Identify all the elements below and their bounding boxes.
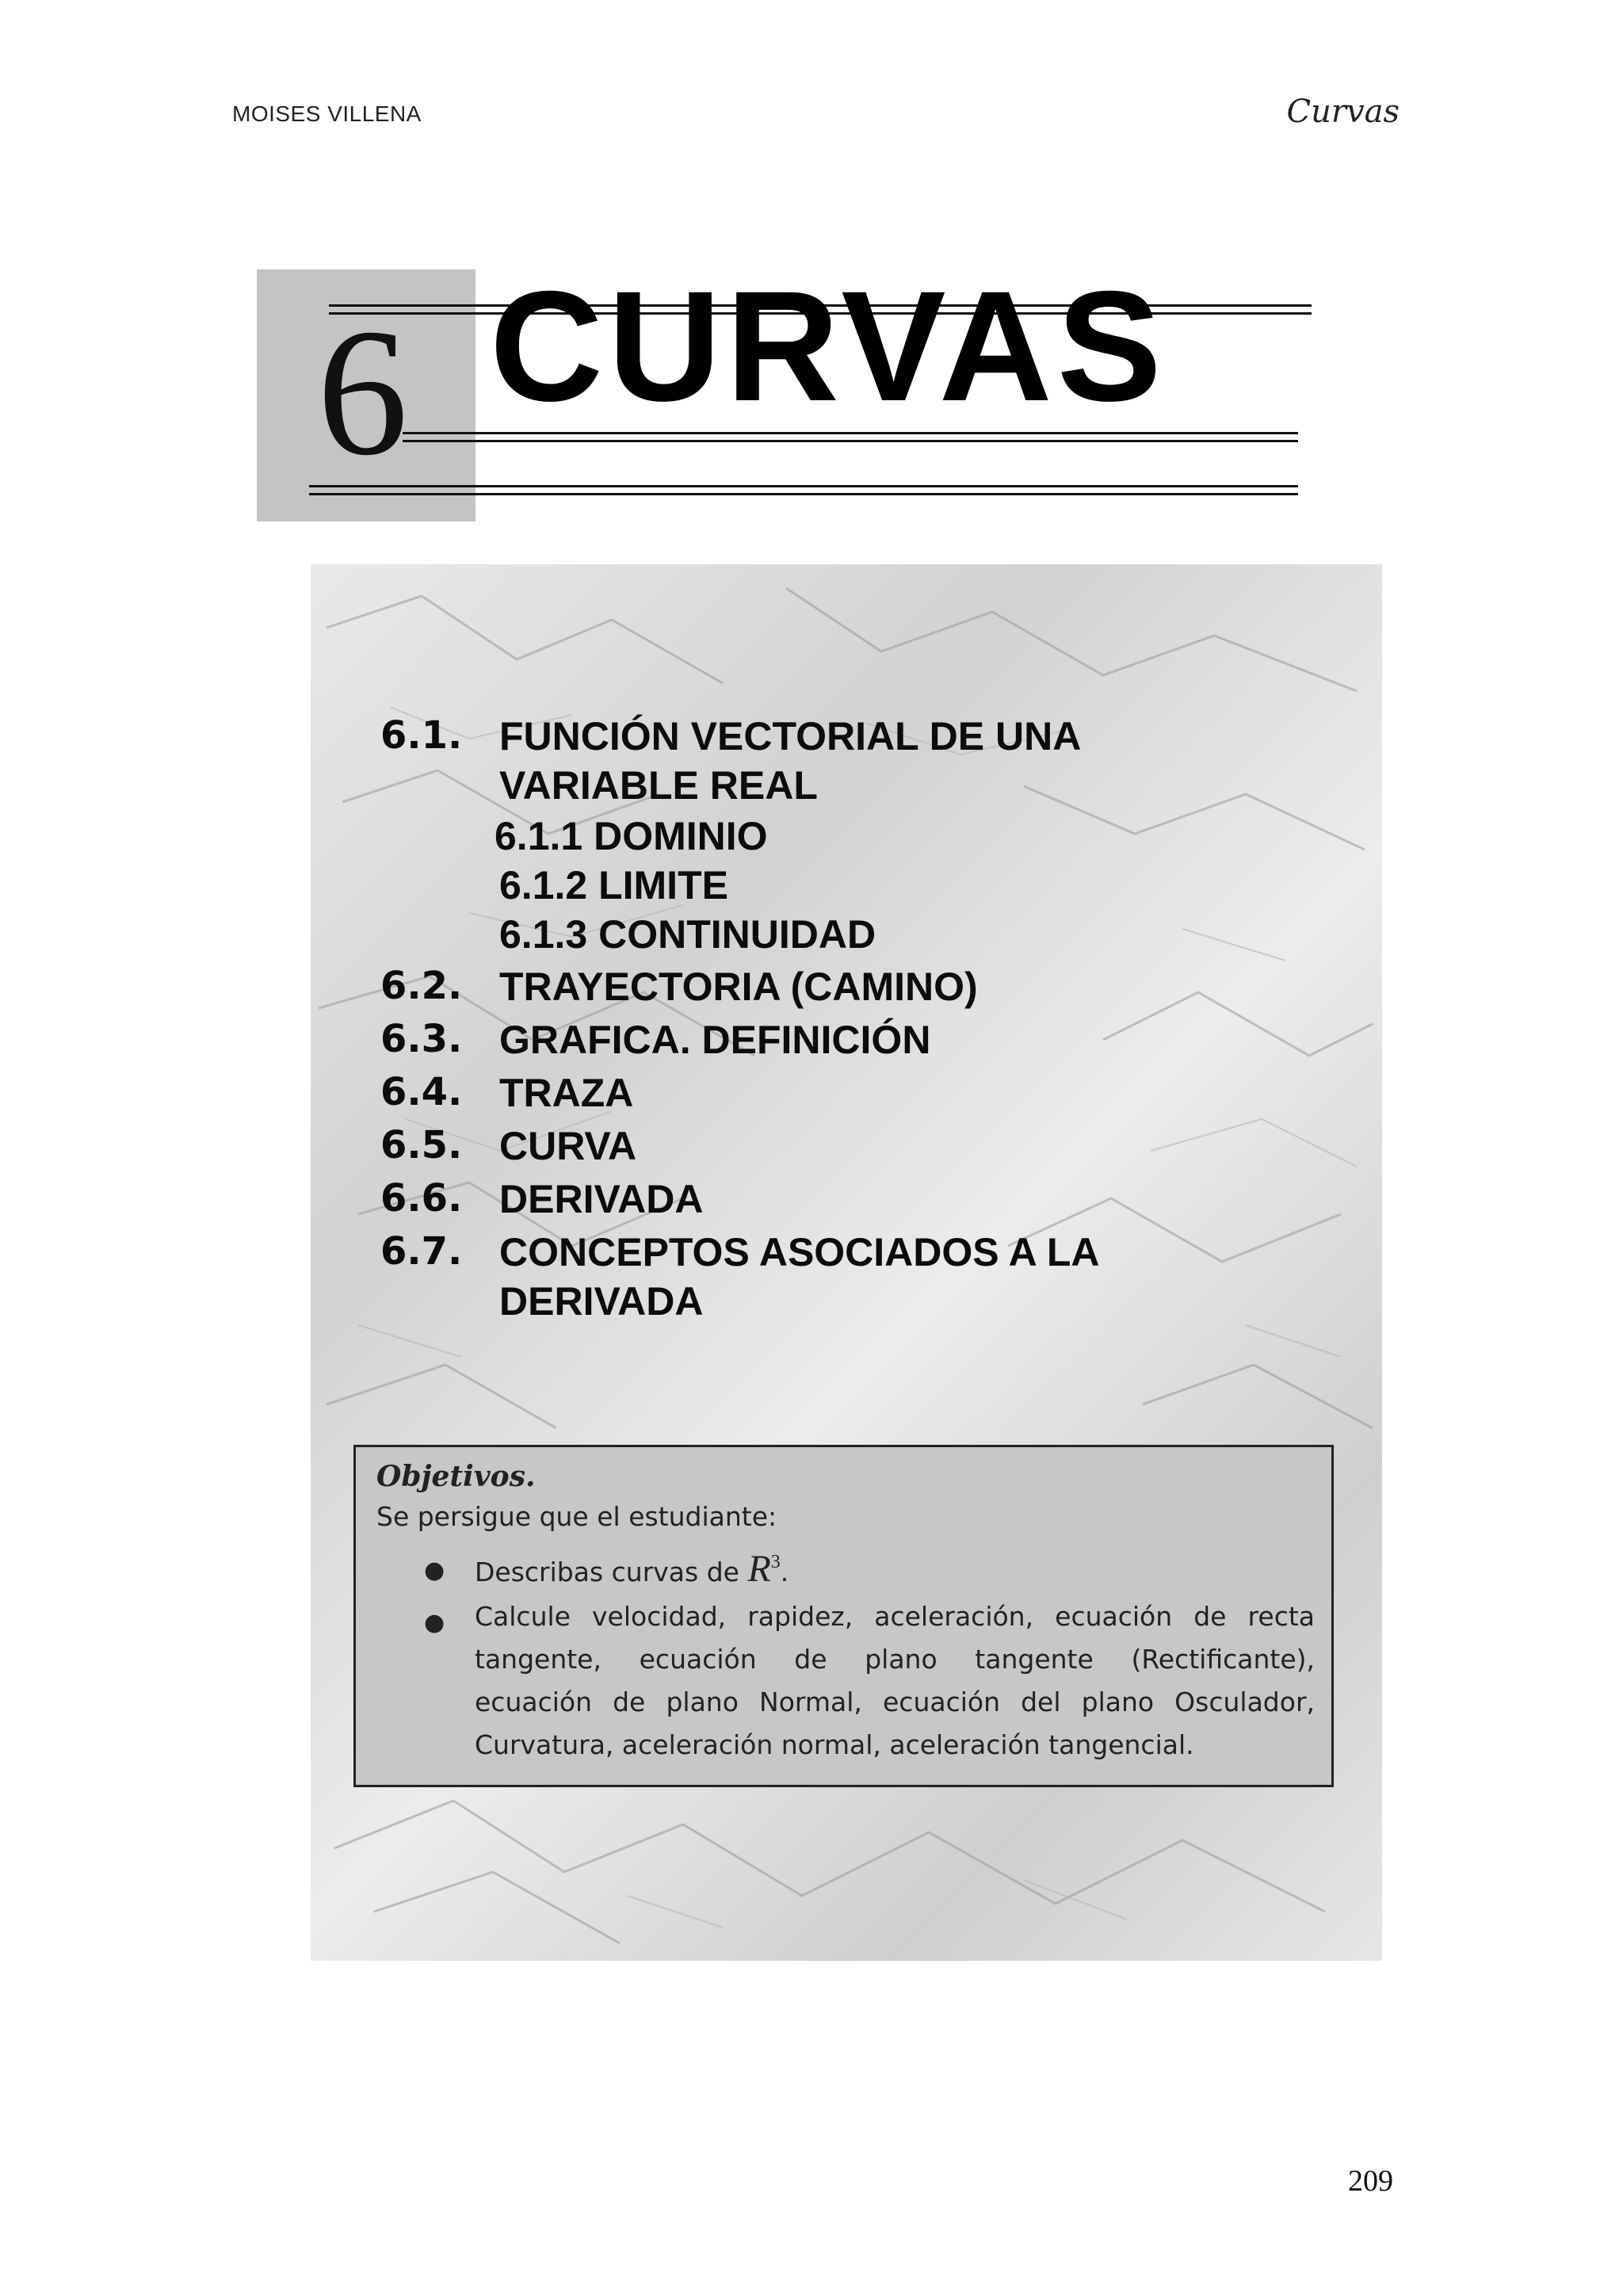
chapter-number: 6 <box>317 291 408 493</box>
toc-title: TRAZA <box>499 1071 634 1115</box>
toc-item-continuation <box>311 1278 1382 1326</box>
objective-item-line: tangente, ecuación de plano tangente (Rectificante), <box>475 1644 1315 1675</box>
toc-item <box>311 1070 1382 1117</box>
toc-number: 6.5. <box>380 1123 463 1167</box>
toc-subitem <box>311 813 1382 861</box>
objective-text: Describas curvas de <box>475 1557 739 1587</box>
toc-subitem <box>311 862 1382 910</box>
objectives-intro: Se persigue que el estudiante: <box>376 1501 777 1532</box>
objective-item: Describas curvas de $R^3$. <box>475 1548 789 1590</box>
toc-item <box>311 1176 1382 1224</box>
running-header-section: Curvas <box>1286 94 1400 130</box>
toc-item-continuation <box>311 762 1382 810</box>
toc-title: FUNCIÓN VECTORIAL DE UNA <box>499 714 1082 758</box>
toc-item <box>311 964 1382 1011</box>
toc-title: VARIABLE REAL <box>499 763 818 808</box>
toc-item <box>311 713 1382 761</box>
objective-item-line: ecuación de plano Normal, ecuación del plano Osculador, <box>475 1687 1315 1717</box>
marble-panel <box>311 564 1382 1961</box>
title-rule-bottom-1 <box>309 485 1298 487</box>
bullet-icon: ● <box>424 1609 445 1637</box>
title-rule-mid-2 <box>403 440 1298 442</box>
title-rule-bottom-2 <box>309 493 1298 495</box>
toc-subitem <box>311 911 1382 959</box>
toc-number: 6.4. <box>380 1070 463 1114</box>
toc-number: 6.1. <box>380 713 463 758</box>
toc-item <box>311 1229 1382 1277</box>
toc-number: 6.2. <box>380 964 463 1008</box>
running-header-author: MOISES VILLENA <box>232 101 422 126</box>
toc-title: GRAFICA. DEFINICIÓN <box>499 1018 931 1062</box>
toc-number: 6.7. <box>380 1229 463 1274</box>
r3-symbol: $R^3$ <box>747 1548 781 1590</box>
objectives-title: Objetivos. <box>376 1460 536 1493</box>
chapter-title: CURVAS <box>490 258 1167 434</box>
objectives-box <box>353 1445 1334 1787</box>
toc-item <box>311 1123 1382 1171</box>
toc-title: CURVA <box>499 1124 637 1168</box>
toc-title: TRAYECTORIA (CAMINO) <box>499 965 978 1009</box>
objective-item-line: Curvatura, aceleración normal, aceleración tangencial. <box>475 1729 1194 1760</box>
toc-title: DERIVADA <box>499 1177 704 1221</box>
page-number: 209 <box>1348 2164 1393 2198</box>
toc-title: DERIVADA <box>499 1279 704 1324</box>
toc-subtitle: 6.1.1 DOMINIO <box>495 814 768 858</box>
toc-title: CONCEPTOS ASOCIADOS A LA <box>499 1230 1100 1274</box>
toc-subtitle: 6.1.2 LIMITE <box>499 863 728 907</box>
toc-item <box>311 1017 1382 1064</box>
toc-number: 6.3. <box>380 1017 463 1061</box>
bullet-icon: ● <box>424 1557 445 1584</box>
objective-item-line: Calcule velocidad, rapidez, aceleración, ecuación de recta <box>475 1601 1315 1632</box>
toc-number: 6.6. <box>380 1176 463 1221</box>
toc-subtitle: 6.1.3 CONTINUIDAD <box>499 912 876 957</box>
